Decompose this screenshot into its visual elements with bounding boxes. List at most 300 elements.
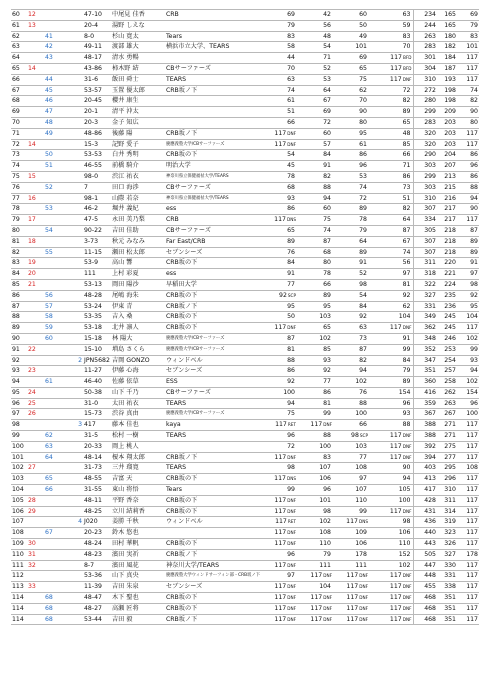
class-rank-women-value: 31 xyxy=(28,550,36,558)
race-2-score-value: 57 xyxy=(323,140,331,148)
race-4-score-value: 117 xyxy=(389,583,402,591)
race-4-score xyxy=(369,139,413,150)
race-2-score-value: 85 xyxy=(323,345,331,353)
sailor-name-value: 三井 瑠寛 xyxy=(111,464,139,472)
net-points-value: 314 xyxy=(444,507,456,515)
overall-position xyxy=(11,258,27,269)
overall-position xyxy=(11,117,27,128)
race-3-score-value: 54 xyxy=(359,291,367,299)
club-name xyxy=(165,150,261,161)
race-4-score-value: 117 xyxy=(389,324,402,332)
class-rank-men xyxy=(44,63,61,74)
race-3-score xyxy=(333,161,369,172)
sailor-name-value: 飯田 舜士 xyxy=(111,75,139,83)
total-points xyxy=(413,366,437,377)
class-rank-open-value: 2 xyxy=(78,356,82,364)
sail-number xyxy=(83,236,111,247)
net-points-value: 198 xyxy=(444,86,456,94)
overall-position xyxy=(11,366,27,377)
race-2-score-value: 56 xyxy=(323,21,331,29)
club-name xyxy=(165,560,261,571)
class-rank-men xyxy=(44,107,61,118)
race-2-score xyxy=(297,139,333,150)
race-2-score xyxy=(297,53,333,64)
class-rank-men xyxy=(44,485,61,496)
race-1-score xyxy=(261,10,297,21)
club-name-value: CBサーファーズ xyxy=(165,388,211,396)
race-1-score-value: 93 xyxy=(287,194,295,202)
discard-points xyxy=(457,258,479,269)
race-4-score-value: 82 xyxy=(402,97,411,105)
race-3-score xyxy=(333,528,369,539)
race-1-score xyxy=(261,593,297,604)
discard-points xyxy=(457,107,479,118)
race-4-score-value: 117 xyxy=(389,432,402,440)
race-1-score-value: 78 xyxy=(287,172,295,180)
sailor-name-value: 秋元 みなみ xyxy=(111,237,145,245)
club-name-value: CRB坂ノ下 xyxy=(165,302,198,310)
race-4-score xyxy=(369,128,413,139)
discard-points xyxy=(457,560,479,571)
class-rank-women xyxy=(27,485,44,496)
class-rank-women xyxy=(27,74,44,85)
class-rank-women xyxy=(27,117,44,128)
total-points-value: 443 xyxy=(424,540,436,548)
race-2-score xyxy=(297,344,333,355)
race-1-score-value: 117 xyxy=(274,529,287,537)
overall-position xyxy=(11,582,27,593)
discard-points-value: 82 xyxy=(470,97,478,105)
class-rank-men xyxy=(44,344,61,355)
race-3-score-value: 103 xyxy=(355,442,367,450)
sail-number-value: 31-73 xyxy=(84,464,102,472)
class-rank-men-value: 42 xyxy=(45,43,53,51)
class-rank-women xyxy=(27,161,44,172)
club-name xyxy=(165,485,261,496)
race-4-score xyxy=(369,290,413,301)
discard-points xyxy=(457,452,479,463)
class-rank-open xyxy=(61,312,83,323)
race-1-score-value: 69 xyxy=(287,11,295,18)
race-4-score-value: 117 xyxy=(389,507,402,515)
club-name-value: Tears xyxy=(165,32,183,40)
race-4-score-value: 152 xyxy=(398,550,411,558)
sail-number-value: 46-40 xyxy=(84,378,102,386)
overall-position-value: 110 xyxy=(12,550,24,558)
class-rank-women xyxy=(27,333,44,344)
class-rank-men-value: 54 xyxy=(45,226,53,234)
sail-number xyxy=(83,20,111,31)
class-rank-open xyxy=(61,571,83,582)
class-rank-men xyxy=(44,204,61,215)
race-4-score-code: DNF xyxy=(402,454,412,460)
overall-position-value: 69 xyxy=(12,108,20,116)
club-name-value: 神奈川大学/TEARS xyxy=(165,561,220,569)
discard-points xyxy=(457,301,479,312)
class-rank-open xyxy=(61,301,83,312)
class-rank-open xyxy=(61,387,83,398)
race-1-score xyxy=(261,290,297,301)
club-name xyxy=(165,31,261,42)
race-4-score xyxy=(369,420,413,431)
total-points xyxy=(413,63,437,74)
race-1-score-value: 91 xyxy=(287,270,295,278)
discard-points-value: 95 xyxy=(470,302,478,310)
sailor-name-value: 吉富 天 xyxy=(111,475,133,483)
race-4-score xyxy=(369,398,413,409)
race-4-score-value: 62 xyxy=(402,302,411,310)
race-2-score xyxy=(297,236,333,247)
race-4-score xyxy=(369,333,413,344)
sailor-name xyxy=(111,20,165,31)
class-rank-men xyxy=(44,377,61,388)
race-4-score-value: 63 xyxy=(402,11,411,18)
net-points xyxy=(437,128,457,139)
club-name-value: CRB坂の下 xyxy=(165,475,198,483)
overall-position xyxy=(11,517,27,528)
race-3-score xyxy=(333,247,369,258)
class-rank-open xyxy=(61,139,83,150)
class-rank-men-value: 58 xyxy=(45,313,53,321)
class-rank-open xyxy=(61,74,83,85)
race-2-score xyxy=(297,63,333,74)
race-1-score xyxy=(261,409,297,420)
sail-number-value: 3-73 xyxy=(84,237,99,245)
race-4-score-value: 56 xyxy=(402,259,411,267)
net-points xyxy=(437,236,457,247)
race-1-score xyxy=(261,128,297,139)
net-points-value: 218 xyxy=(444,248,456,256)
race-2-score-value: 48 xyxy=(323,32,331,40)
total-points-value: 436 xyxy=(424,518,436,526)
race-2-score xyxy=(297,420,333,431)
total-points-value: 283 xyxy=(424,43,436,51)
table-row xyxy=(11,236,479,247)
race-4-score xyxy=(369,150,413,161)
club-name-value: 明治大学 xyxy=(165,162,191,170)
race-1-score-value: 61 xyxy=(287,97,295,105)
table-row xyxy=(11,517,479,528)
sail-number xyxy=(83,53,111,64)
race-3-score-value: 98 xyxy=(359,280,367,288)
sail-number-value: 20-1 xyxy=(84,108,99,116)
sail-number xyxy=(83,485,111,496)
race-2-score xyxy=(297,398,333,409)
overall-position-value: 102 xyxy=(12,464,24,472)
class-rank-open xyxy=(61,20,83,31)
net-points-value: 323 xyxy=(444,529,456,537)
discard-points xyxy=(457,593,479,604)
table-row xyxy=(11,441,479,452)
discard-points-value: 117 xyxy=(466,432,478,440)
net-points xyxy=(437,571,457,582)
net-points xyxy=(437,301,457,312)
race-1-score xyxy=(261,614,297,625)
club-name xyxy=(165,258,261,269)
table-row xyxy=(11,107,479,118)
net-points xyxy=(437,474,457,485)
sailor-name-value: 鈴木 悠也 xyxy=(111,529,139,537)
race-1-score xyxy=(261,420,297,431)
race-4-score-code: DNF xyxy=(402,76,412,82)
race-1-score xyxy=(261,204,297,215)
race-2-score xyxy=(297,279,333,290)
class-rank-open xyxy=(61,431,83,442)
race-2-score xyxy=(297,182,333,193)
overall-position-value: 63 xyxy=(12,43,20,51)
race-2-score xyxy=(297,301,333,312)
club-name-value: CRB坂の下 xyxy=(165,291,198,299)
club-name-value: ess xyxy=(165,205,177,213)
class-rank-women-value: 21 xyxy=(28,280,36,288)
class-rank-open xyxy=(61,333,83,344)
class-rank-women xyxy=(27,225,44,236)
class-rank-men xyxy=(44,539,61,550)
race-2-score-value: 102 xyxy=(319,334,331,342)
sail-number-value: 46-2 xyxy=(84,205,99,213)
class-rank-men-value: 68 xyxy=(45,594,53,602)
race-4-score xyxy=(369,323,413,334)
club-name xyxy=(165,377,261,388)
race-3-score xyxy=(333,593,369,604)
class-rank-open xyxy=(61,171,83,182)
race-1-score-value: 58 xyxy=(287,43,295,51)
race-3-score-value: 88 xyxy=(359,399,367,407)
sailor-name-value: 瀬田 松太郎 xyxy=(111,248,145,256)
race-1-score-value: 81 xyxy=(287,345,295,353)
race-2-score-value: 96 xyxy=(323,486,331,494)
race-3-score-value: 89 xyxy=(359,248,367,256)
overall-position xyxy=(11,323,27,334)
race-3-score-value: 90 xyxy=(359,108,367,116)
class-rank-open xyxy=(61,215,83,226)
net-points xyxy=(437,323,457,334)
race-1-score-value: 95 xyxy=(287,302,295,310)
discard-points-value: 83 xyxy=(470,32,478,40)
club-name-value: 慶應義塾大学/CBサーファーズ xyxy=(165,335,225,341)
race-3-score xyxy=(333,323,369,334)
overall-position xyxy=(11,290,27,301)
race-1-score xyxy=(261,42,297,53)
overall-position-value: 114 xyxy=(12,615,24,623)
race-1-score xyxy=(261,323,297,334)
race-4-score xyxy=(369,171,413,182)
discard-points-value: 90 xyxy=(470,205,478,213)
class-rank-open xyxy=(61,107,83,118)
overall-position-value: 92 xyxy=(12,356,20,364)
race-4-score xyxy=(369,31,413,42)
sailor-name xyxy=(111,582,165,593)
race-2-score-value: 60 xyxy=(323,205,331,213)
sail-number-value: 43-86 xyxy=(84,64,102,72)
sailor-name xyxy=(111,182,165,193)
discard-points xyxy=(457,377,479,388)
club-name xyxy=(165,420,261,431)
race-1-score xyxy=(261,31,297,42)
race-4-score xyxy=(369,593,413,604)
overall-position-value: 90 xyxy=(12,334,20,342)
net-points-value: 216 xyxy=(444,194,456,202)
net-points-value: 203 xyxy=(444,118,456,126)
race-1-score xyxy=(261,225,297,236)
discard-points xyxy=(457,215,479,226)
total-points-value: 280 xyxy=(424,97,436,105)
sail-number xyxy=(83,560,111,571)
class-rank-men xyxy=(44,96,61,107)
club-name-value: CRB坂の下 xyxy=(165,594,198,602)
race-3-score xyxy=(333,431,369,442)
net-points xyxy=(437,409,457,420)
discard-points-value: 154 xyxy=(466,388,478,396)
overall-position xyxy=(11,247,27,258)
race-2-score xyxy=(297,204,333,215)
table-row xyxy=(11,528,479,539)
net-points-value: 165 xyxy=(444,11,456,18)
net-points xyxy=(437,377,457,388)
table-row xyxy=(11,215,479,226)
class-rank-men xyxy=(44,31,61,42)
sail-number-value: 48-24 xyxy=(84,540,102,548)
sail-number-value: 20-33 xyxy=(84,442,102,450)
total-points xyxy=(413,53,437,64)
total-points-value: 318 xyxy=(424,270,436,278)
sail-number xyxy=(83,107,111,118)
class-rank-open xyxy=(61,603,83,614)
race-2-score-value: 89 xyxy=(323,291,331,299)
class-rank-women xyxy=(27,549,44,560)
race-4-score-value: 84 xyxy=(402,356,411,364)
class-rank-women xyxy=(27,614,44,625)
overall-position-value: 104 xyxy=(12,486,24,494)
total-points xyxy=(413,398,437,409)
club-name xyxy=(165,171,261,182)
discard-points xyxy=(457,236,479,247)
overall-position-value: 113 xyxy=(12,583,24,591)
net-points xyxy=(437,161,457,172)
sail-number xyxy=(83,63,111,74)
class-rank-women-value: 22 xyxy=(28,345,36,353)
discard-points-value: 91 xyxy=(470,259,478,267)
overall-position xyxy=(11,215,27,226)
class-rank-men xyxy=(44,593,61,604)
discard-points xyxy=(457,333,479,344)
race-3-score xyxy=(333,355,369,366)
table-row xyxy=(11,258,479,269)
race-1-score xyxy=(261,247,297,258)
club-name-value: ウィンドベル xyxy=(165,518,203,526)
total-points xyxy=(413,333,437,344)
race-3-score-value: 98 xyxy=(351,432,359,440)
table-row xyxy=(11,333,479,344)
discard-points-value: 69 xyxy=(470,11,478,18)
race-2-score-value: 71 xyxy=(323,54,331,62)
discard-points xyxy=(457,269,479,280)
overall-position-value: 85 xyxy=(12,280,20,288)
net-points-value: 217 xyxy=(444,216,456,224)
sailor-name-value: 伊藤 心海 xyxy=(111,367,139,375)
race-2-score-value: 92 xyxy=(323,367,331,375)
club-name xyxy=(165,96,261,107)
total-points-value: 505 xyxy=(424,550,436,558)
class-rank-men xyxy=(44,495,61,506)
sailor-name xyxy=(111,171,165,182)
sailor-name-value: 松村 一樹 xyxy=(111,432,139,440)
sail-number xyxy=(83,139,111,150)
sail-number xyxy=(83,582,111,593)
race-2-score xyxy=(297,355,333,366)
net-points xyxy=(437,398,457,409)
class-rank-women-value: 26 xyxy=(28,410,36,418)
discard-points xyxy=(457,495,479,506)
race-4-score xyxy=(369,344,413,355)
net-points xyxy=(437,431,457,442)
sailor-name xyxy=(111,269,165,280)
table-row xyxy=(11,485,479,496)
total-points xyxy=(413,10,437,21)
net-points xyxy=(437,495,457,506)
race-3-score xyxy=(333,31,369,42)
discard-points xyxy=(457,539,479,550)
race-2-score-value: 117 xyxy=(310,615,323,623)
net-points-value: 331 xyxy=(444,572,456,580)
total-points xyxy=(413,20,437,31)
class-rank-open xyxy=(61,204,83,215)
race-2-score xyxy=(297,560,333,571)
race-4-score xyxy=(369,409,413,420)
total-points-value: 272 xyxy=(424,86,436,94)
club-name-value: TEARS xyxy=(165,432,187,440)
club-name-value: CRB xyxy=(165,11,179,18)
discard-points xyxy=(457,150,479,161)
race-1-score-code: RET xyxy=(287,519,296,525)
class-rank-men-value: 43 xyxy=(45,54,53,62)
overall-position xyxy=(11,571,27,582)
club-name-value: CRB坂の下 xyxy=(165,496,198,504)
race-2-score xyxy=(297,603,333,614)
race-4-score-value: 105 xyxy=(398,486,411,494)
race-3-score-value: 100 xyxy=(355,410,367,418)
class-rank-men xyxy=(44,441,61,452)
race-3-score-value: 72 xyxy=(359,194,367,202)
sailor-name xyxy=(111,355,165,366)
table-row xyxy=(11,344,479,355)
table-row xyxy=(11,128,479,139)
class-rank-men xyxy=(44,236,61,247)
race-4-score xyxy=(369,107,413,118)
class-rank-women xyxy=(27,355,44,366)
class-rank-men xyxy=(44,312,61,323)
sail-number-value: JPN5682 xyxy=(84,356,110,364)
race-2-score-value: 53 xyxy=(323,75,331,83)
discard-points-value: 104 xyxy=(466,313,478,321)
sailor-name xyxy=(111,279,165,290)
club-name-value: CRB坂の下 xyxy=(165,604,198,612)
class-rank-women xyxy=(27,560,44,571)
class-rank-women xyxy=(27,344,44,355)
club-name-value: CRB坂ノ下 xyxy=(165,550,198,558)
sail-number-value: 31-6 xyxy=(84,75,99,83)
net-points-value: 221 xyxy=(444,270,456,278)
total-points xyxy=(413,247,437,258)
table-row xyxy=(11,139,479,150)
total-points xyxy=(413,485,437,496)
class-rank-men xyxy=(44,528,61,539)
race-2-score-value: 84 xyxy=(323,151,331,159)
race-4-score-value: 98 xyxy=(402,518,411,526)
sail-number-value: 98-0 xyxy=(84,172,99,180)
race-2-score xyxy=(297,247,333,258)
race-2-score xyxy=(297,463,333,474)
